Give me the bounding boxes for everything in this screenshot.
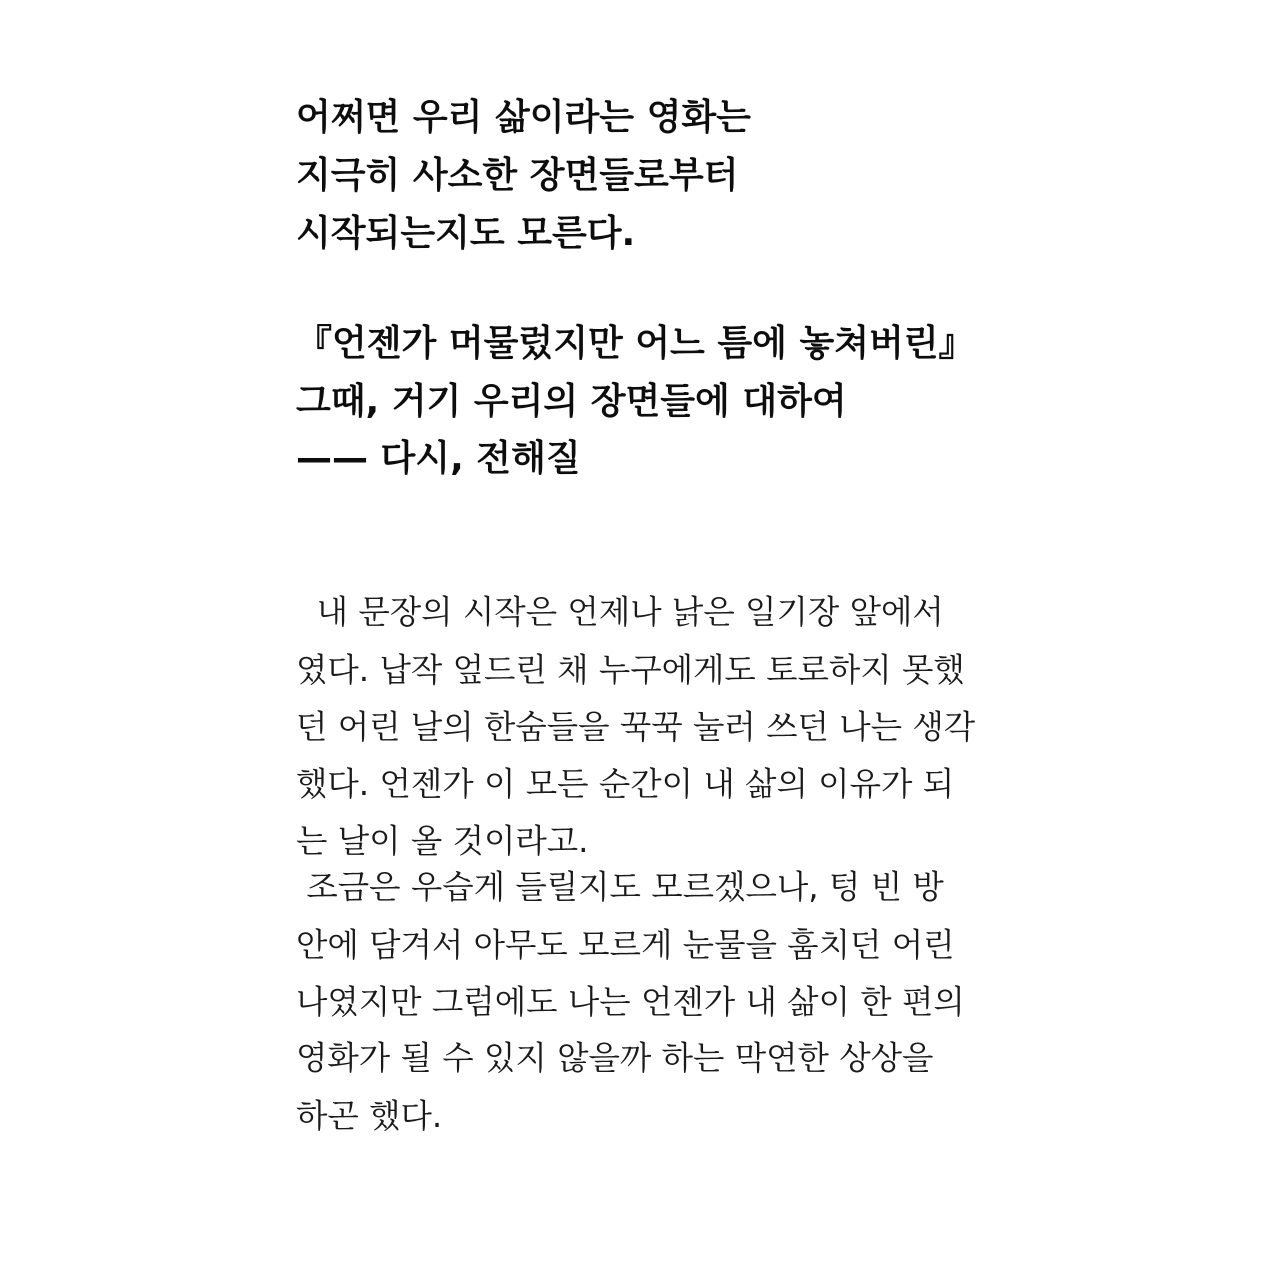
body-line: 나였지만 그럼에도 나는 언젠가 내 삶이 한 편의 bbox=[296, 983, 965, 1021]
book-title-line: 『언젠가 머물렀지만 어느 틈에 놓쳐버린』 bbox=[296, 323, 975, 364]
body-line: 는 날이 올 것이라고. bbox=[296, 822, 589, 860]
body-line: 하곤 했다. bbox=[296, 1097, 443, 1135]
epigraph-line: 지극히 사소한 장면들로부터 bbox=[296, 155, 739, 196]
body-line: 였다. 납작 엎드린 채 누구에게도 토로하지 못했 bbox=[296, 651, 965, 689]
body-line: 했다. 언젠가 이 모든 순간이 내 삶의 이유가 되 bbox=[296, 765, 955, 803]
body-line: 내 문장의 시작은 언제나 낡은 일기장 앞에서 bbox=[296, 593, 944, 631]
body-line: 영화가 될 수 있지 않을까 하는 막연한 상상을 bbox=[296, 1039, 934, 1077]
body-line: 조금은 우습게 들릴지도 모르겠으나, 텅 빈 방 bbox=[296, 868, 944, 906]
epigraph-line: 어쩌면 우리 삶이라는 영화는 bbox=[296, 97, 751, 138]
subtitle-line: 그때, 거기 우리의 장면들에 대하여 bbox=[296, 381, 847, 422]
body-line: 안에 담겨서 아무도 모르게 눈물을 훔치던 어린 bbox=[296, 926, 955, 964]
epigraph-line: 시작되는지도 모른다. bbox=[296, 213, 636, 254]
author-attribution: —— 다시, 전해질 bbox=[296, 438, 581, 479]
body-line: 던 어린 날의 한숨들을 꾹꾹 눌러 쓰던 나는 생각 bbox=[296, 708, 976, 746]
